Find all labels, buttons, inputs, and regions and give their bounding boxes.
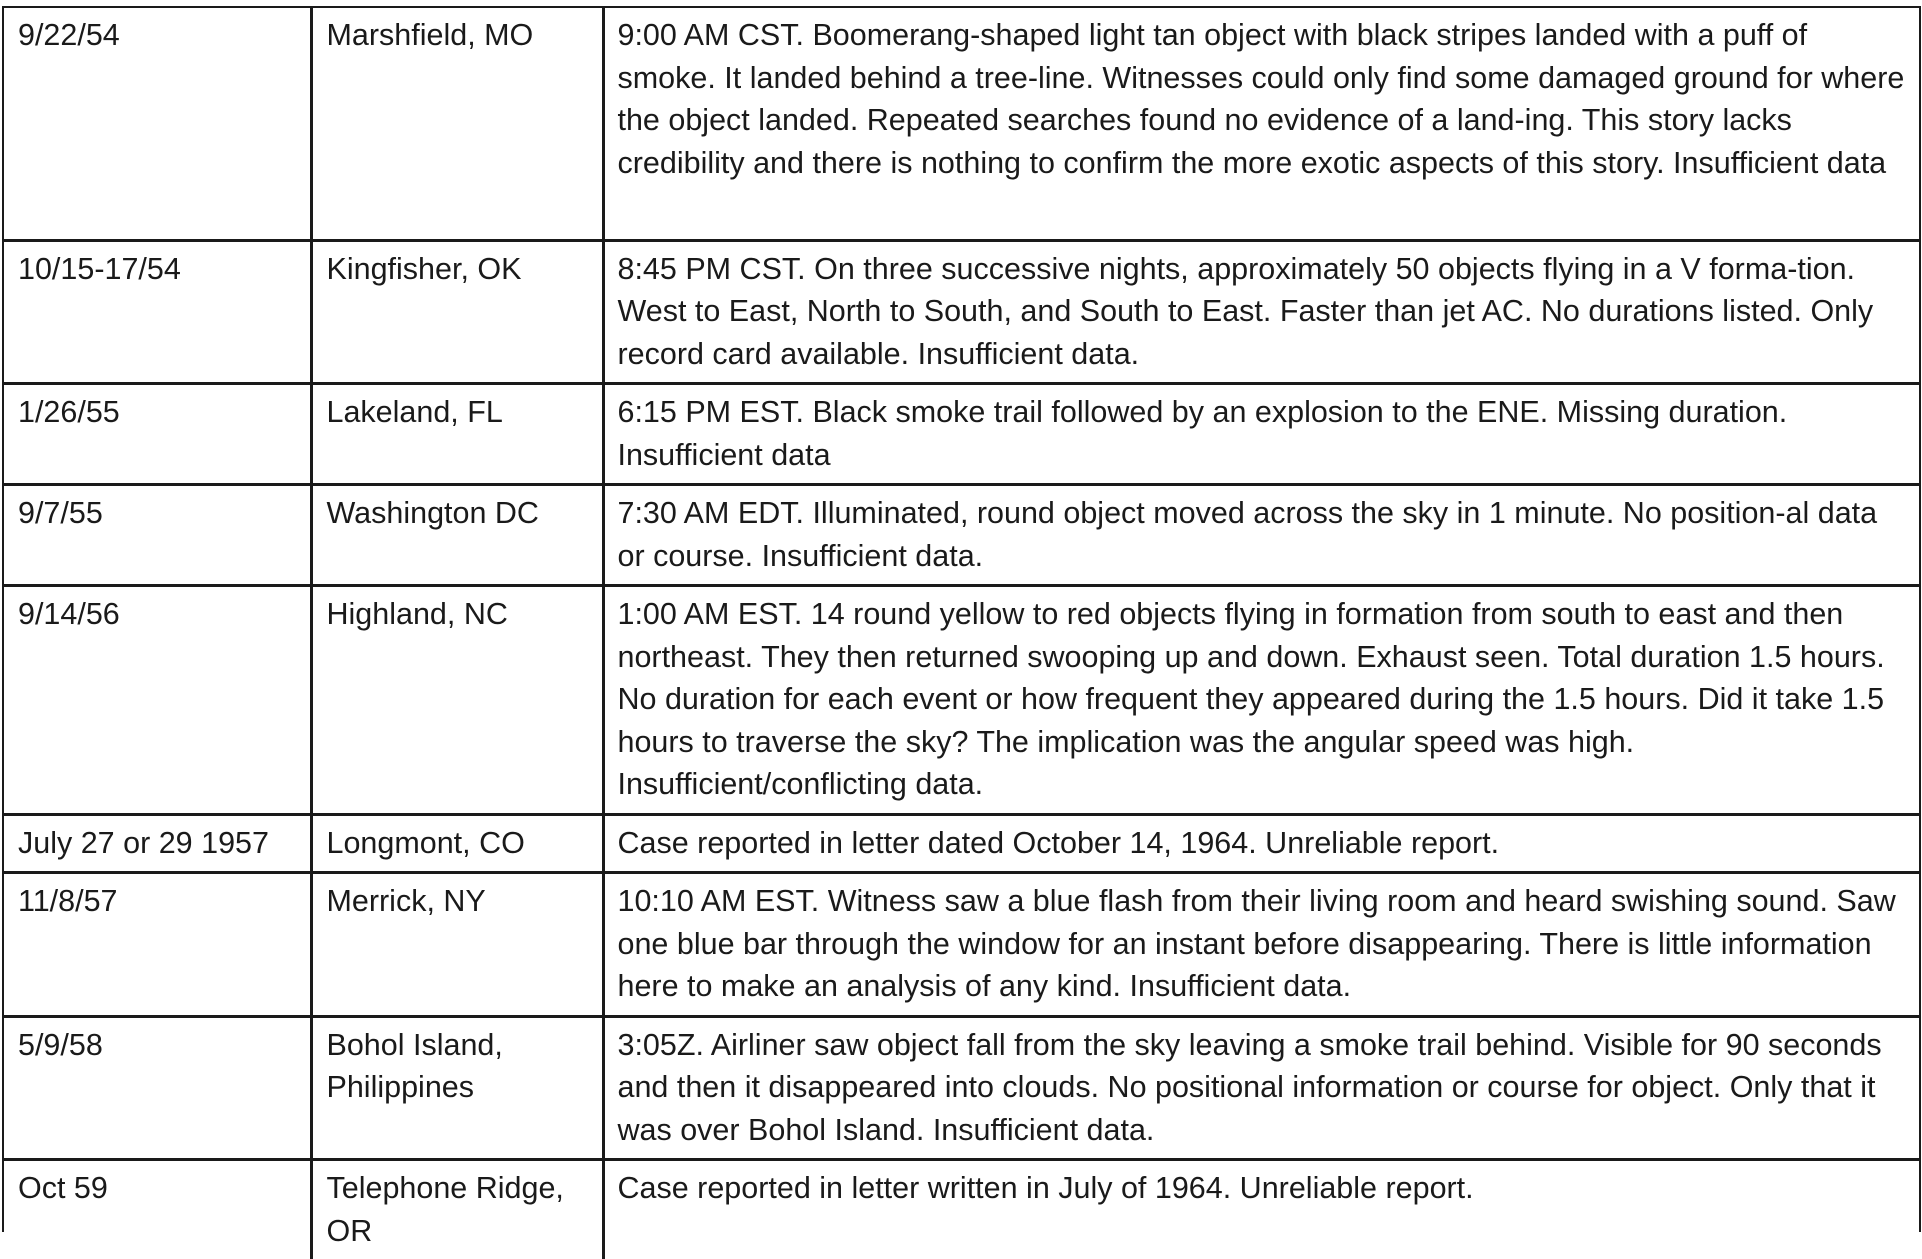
description-cell: 6:15 PM EST. Black smoke trail followed by an explosion to the ENE. Missing duration. Insufficient data <box>603 384 1919 485</box>
location-cell: Highland, NC <box>311 586 603 815</box>
sightings-table <box>4 8 1919 1259</box>
location-cell: Bohol Island, Philippines <box>311 1016 603 1160</box>
description-cell: 9:00 AM CST. Boomerang-shaped light tan object with black stripes landed with a puff of smoke. It landed behind a tree-line. Witnesses could only find some damaged ground for where the object landed. Repeated searches found no evidence of a land-ing. This story lacks credibility and there is nothing to confirm the more exotic aspects of this story. Insufficient data <box>603 8 1919 240</box>
table-row <box>4 586 1919 815</box>
location-cell: Kingfisher, OK <box>311 240 603 384</box>
date-cell: 9/14/56 <box>4 586 311 815</box>
location-cell: Washington DC <box>311 485 603 586</box>
table-row <box>4 873 1919 1017</box>
description-cell: 1:00 AM EST. 14 round yellow to red objects flying in formation from south to east and then northeast. They then returned swooping up and down. Exhaust seen. Total duration 1.5 hours. No duration for each event or how frequent they appeared during the 1.5 hours. Did it take 1.5 hours to traverse the sky? The implication was the angular speed was high. Insufficient/conflicting data. <box>603 586 1919 815</box>
table-row <box>4 485 1919 586</box>
description-cell: 3:05Z. Airliner saw object fall from the sky leaving a smoke trail behind. Visible for 90 seconds and then it disappeared into clouds. No positional information or course for object. Only that it was over Bohol Island. Insufficient data. <box>603 1016 1919 1160</box>
table-row <box>4 384 1919 485</box>
table-row <box>4 240 1919 384</box>
location-cell: Lakeland, FL <box>311 384 603 485</box>
description-cell: 10:10 AM EST. Witness saw a blue flash from their living room and heard swishing sound. Saw one blue bar through the window for an instant before disappearing. There is little information here to make an analysis of any kind. Insufficient data. <box>603 873 1919 1017</box>
date-cell: Oct 59 <box>4 1160 311 1259</box>
date-cell: 11/8/57 <box>4 873 311 1017</box>
date-cell: 9/7/55 <box>4 485 311 586</box>
table-row <box>4 1016 1919 1160</box>
description-cell: 7:30 AM EDT. Illuminated, round object moved across the sky in 1 minute. No position-al data or course. Insufficient data. <box>603 485 1919 586</box>
location-cell: Marshfield, MO <box>311 8 603 240</box>
location-cell: Telephone Ridge, OR <box>311 1160 603 1259</box>
description-cell: Case reported in letter written in July of 1964. Unreliable report. <box>603 1160 1919 1259</box>
date-cell: 10/15-17/54 <box>4 240 311 384</box>
location-cell: Longmont, CO <box>311 814 603 873</box>
description-cell: 8:45 PM CST. On three successive nights, approximately 50 objects flying in a V forma-tion. West to East, North to South, and South to East. Faster than jet AC. No durations listed. Only record card available. Insufficient data. <box>603 240 1919 384</box>
table-row <box>4 8 1919 240</box>
date-cell: 1/26/55 <box>4 384 311 485</box>
sightings-table-page <box>2 6 1921 1232</box>
description-cell: Case reported in letter dated October 14, 1964. Unreliable report. <box>603 814 1919 873</box>
date-cell: 9/22/54 <box>4 8 311 240</box>
location-cell: Merrick, NY <box>311 873 603 1017</box>
table-row <box>4 814 1919 873</box>
date-cell: July 27 or 29 1957 <box>4 814 311 873</box>
table-row <box>4 1160 1919 1259</box>
date-cell: 5/9/58 <box>4 1016 311 1160</box>
